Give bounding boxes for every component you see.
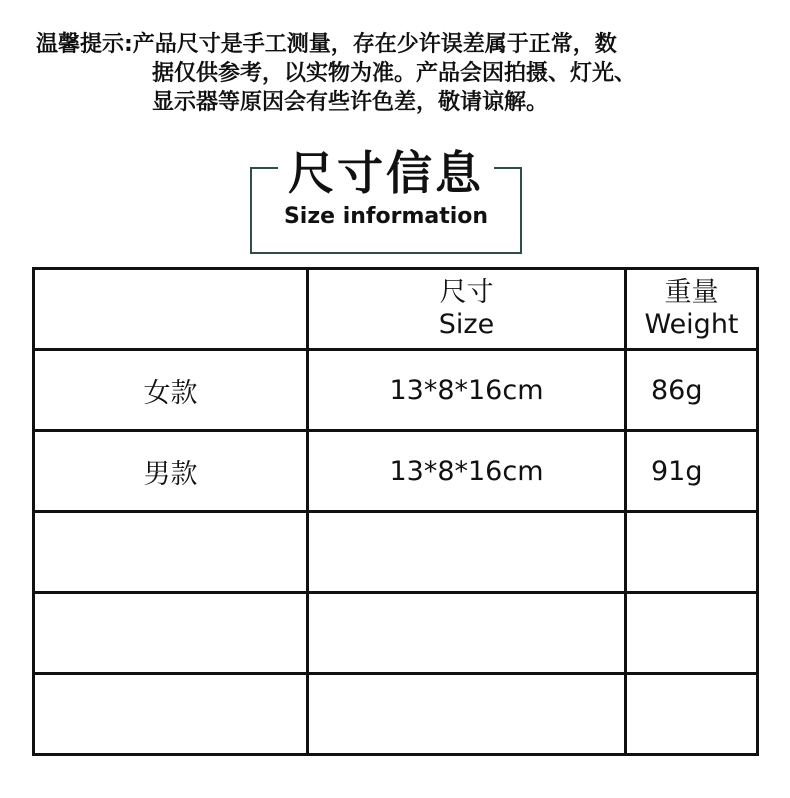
cell-style bbox=[34, 674, 308, 755]
cell-weight bbox=[626, 512, 758, 593]
size-table bbox=[32, 267, 759, 756]
header-cell-size bbox=[308, 269, 626, 350]
header-size-en: Size bbox=[438, 309, 495, 340]
notice-line-2: 据仅供参考，以实物为准。产品会因拍摄、灯光、 bbox=[152, 61, 637, 86]
cell-weight bbox=[626, 593, 758, 674]
header-size-zh: 尺寸 bbox=[439, 277, 494, 308]
notice-text bbox=[36, 30, 756, 117]
cell-weight: 91g bbox=[626, 431, 758, 512]
cell-size bbox=[308, 512, 626, 593]
cell-size bbox=[308, 593, 626, 674]
cell-style: 女款 bbox=[34, 350, 308, 431]
page-subtitle: Size information bbox=[283, 204, 489, 229]
cell-weight bbox=[626, 674, 758, 755]
table-row bbox=[34, 593, 758, 674]
table-row bbox=[34, 674, 758, 755]
table-row bbox=[34, 350, 758, 431]
header-weight-en: Weight bbox=[644, 309, 739, 340]
cell-weight: 86g bbox=[626, 350, 758, 431]
cell-style: 男款 bbox=[34, 431, 308, 512]
header-weight-zh: 重量 bbox=[664, 277, 719, 308]
cell-size bbox=[308, 674, 626, 755]
page-title: 尺寸信息 bbox=[288, 146, 484, 200]
cell-style bbox=[34, 593, 308, 674]
table-row bbox=[34, 431, 758, 512]
header-cell-empty bbox=[34, 269, 308, 350]
title-frame bbox=[250, 146, 522, 254]
header-cell-weight bbox=[626, 269, 758, 350]
cell-size: 13*8*16cm bbox=[308, 431, 626, 512]
notice-line-1: 温馨提示:产品尺寸是手工测量，存在少许误差属于正常，数 bbox=[36, 32, 617, 57]
table-row bbox=[34, 512, 758, 593]
notice-line-3: 显示器等原因会有些许色差，敬请谅解。 bbox=[152, 90, 549, 115]
cell-size: 13*8*16cm bbox=[308, 350, 626, 431]
title-frame-bottom-line bbox=[250, 252, 522, 254]
table-header-row bbox=[34, 269, 758, 350]
cell-style bbox=[34, 512, 308, 593]
